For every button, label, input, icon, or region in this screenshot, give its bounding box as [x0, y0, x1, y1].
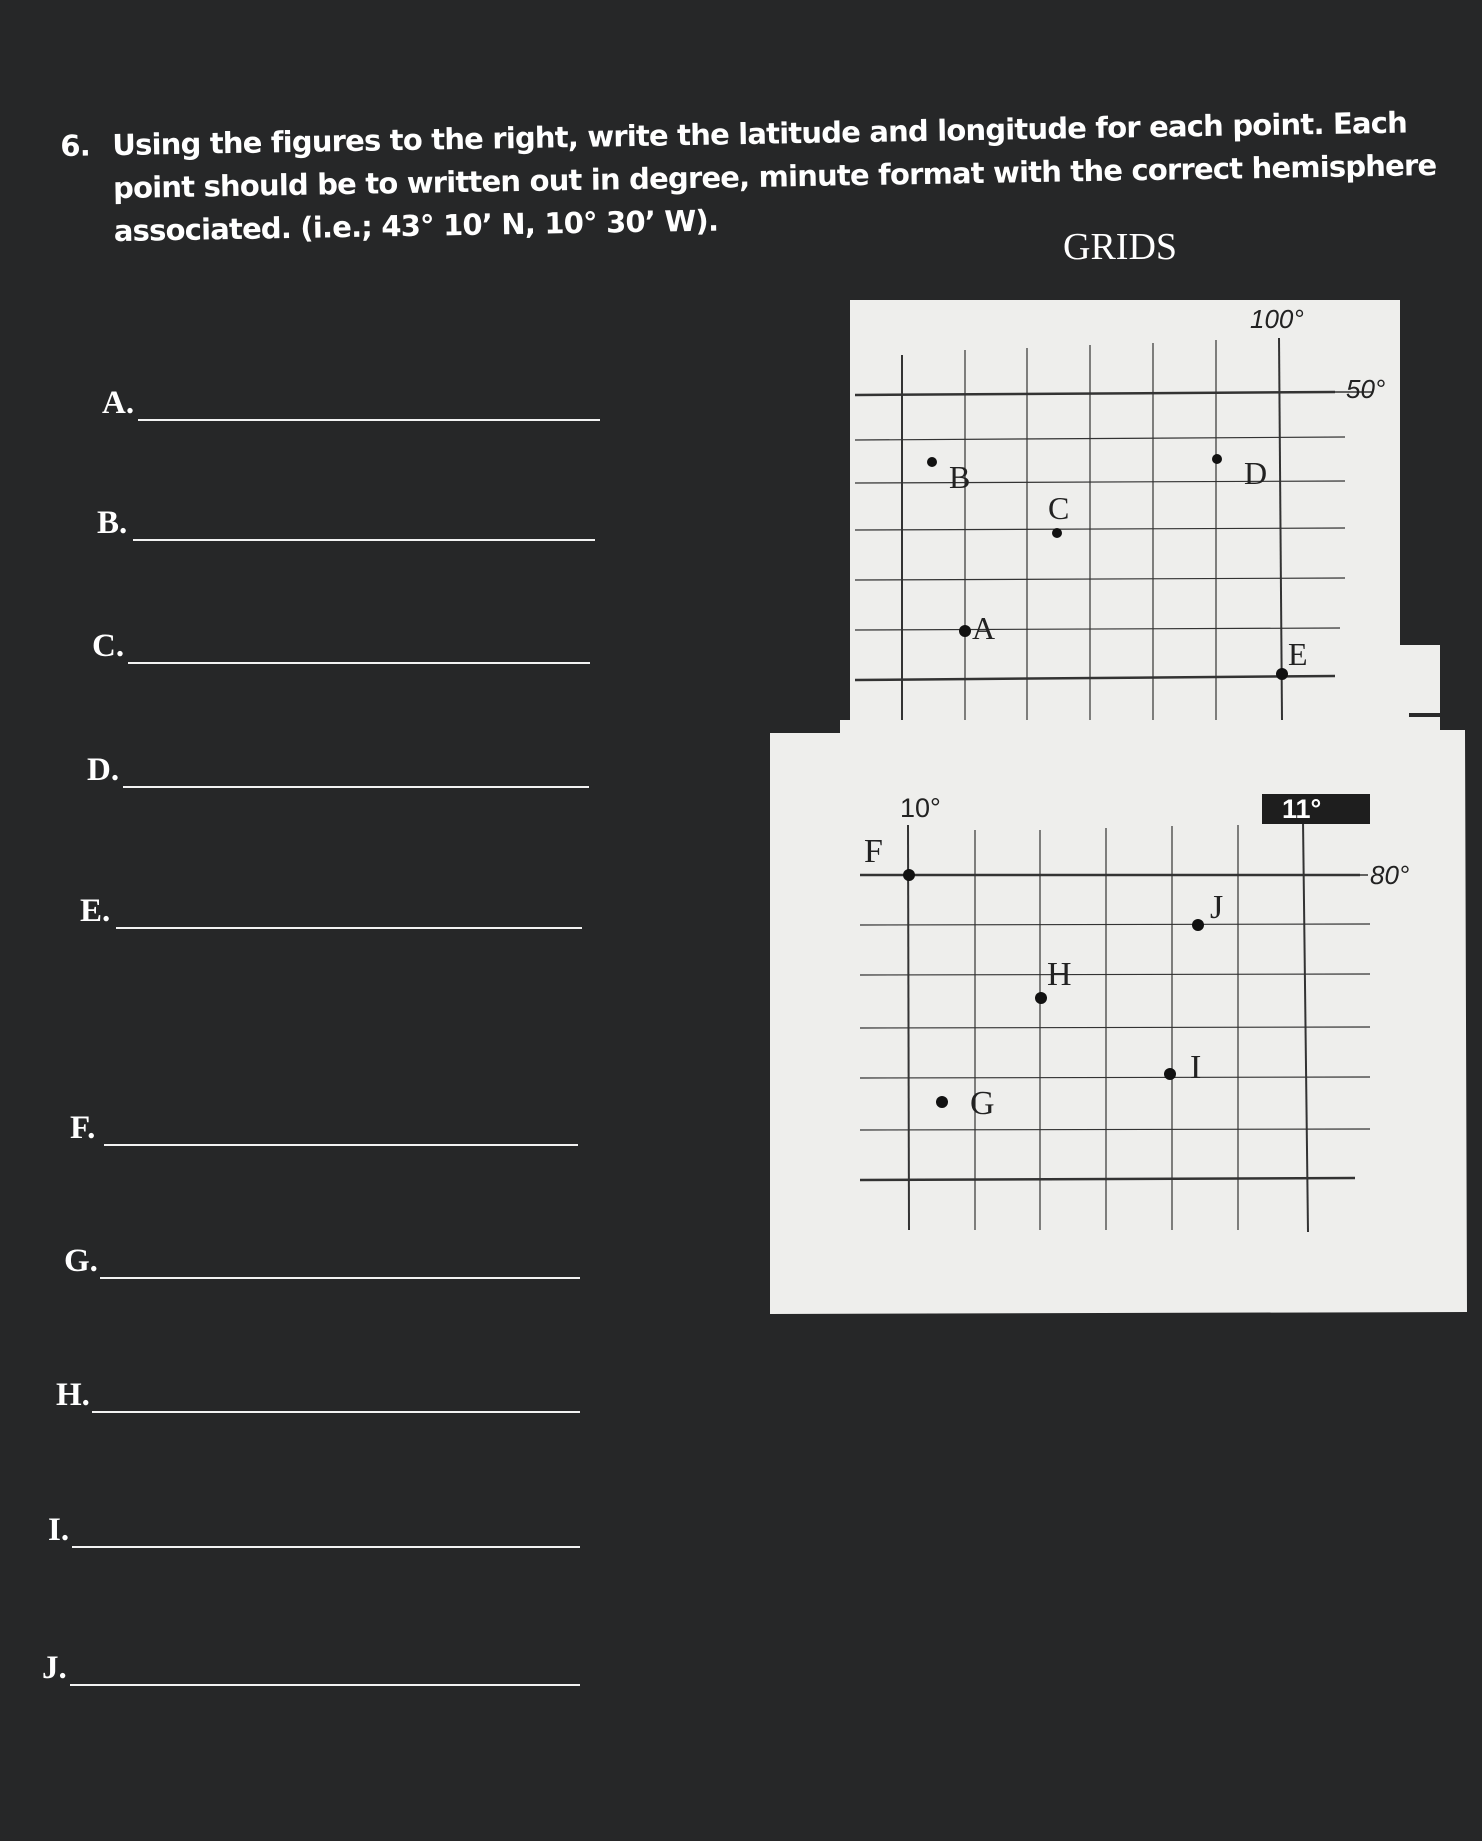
- answer-label: D.: [87, 752, 120, 788]
- point-e-label: E: [1288, 636, 1308, 672]
- answer-label: J.: [42, 1650, 67, 1686]
- point-i-marker: [1164, 1068, 1176, 1080]
- point-j-marker: [1192, 919, 1204, 931]
- point-h-label: H: [1047, 956, 1072, 993]
- answer-label: B.: [97, 505, 128, 541]
- longitude-label-10: 10°: [900, 793, 941, 823]
- point-a-dot: [959, 625, 971, 637]
- answer-label: A.: [102, 385, 135, 421]
- point-c-marker: [1052, 528, 1062, 538]
- question-number: 6.: [60, 128, 91, 163]
- latitude-label-80: 80°: [1370, 860, 1410, 890]
- longitude-label-100: 100°: [1250, 304, 1304, 334]
- point-e-marker: [1276, 668, 1288, 680]
- grids-title: GRIDS: [1063, 226, 1178, 268]
- point-d-label: D: [1244, 455, 1268, 491]
- point-i-label: I: [1190, 1049, 1202, 1086]
- answer-label: I.: [48, 1512, 70, 1548]
- point-d-marker: [1212, 454, 1222, 464]
- point-c-label: C: [1048, 490, 1070, 526]
- latitude-label-50: 50°: [1346, 374, 1386, 404]
- point-a-label: A: [972, 610, 996, 646]
- answer-label: E.: [80, 893, 111, 929]
- longitude-line-10: [908, 825, 909, 1230]
- longitude-label-11: 11°: [1282, 794, 1322, 824]
- answer-label: C.: [92, 628, 125, 664]
- point-j-label: J: [1210, 889, 1224, 926]
- point-g-marker: [936, 1096, 948, 1108]
- paper-edge-mark: [1409, 713, 1440, 717]
- point-g-label: G: [970, 1085, 995, 1122]
- point-f-marker: [903, 869, 915, 881]
- answer-label: G.: [64, 1243, 98, 1279]
- point-f-label: F: [864, 833, 883, 870]
- point-a-marker: [927, 457, 937, 467]
- answer-label: H.: [56, 1377, 90, 1413]
- question-text: Using the figures to the right, write the latitude and longitude for each point. Each point should be to written out in degree, minute format with the correct hemisphere associated. (i.e.; 43° 10’ N, 10° 30’ W).: [112, 105, 1437, 249]
- point-h-marker: [1035, 992, 1047, 1004]
- answer-label: F.: [70, 1110, 96, 1146]
- point-b-label: B: [949, 459, 971, 495]
